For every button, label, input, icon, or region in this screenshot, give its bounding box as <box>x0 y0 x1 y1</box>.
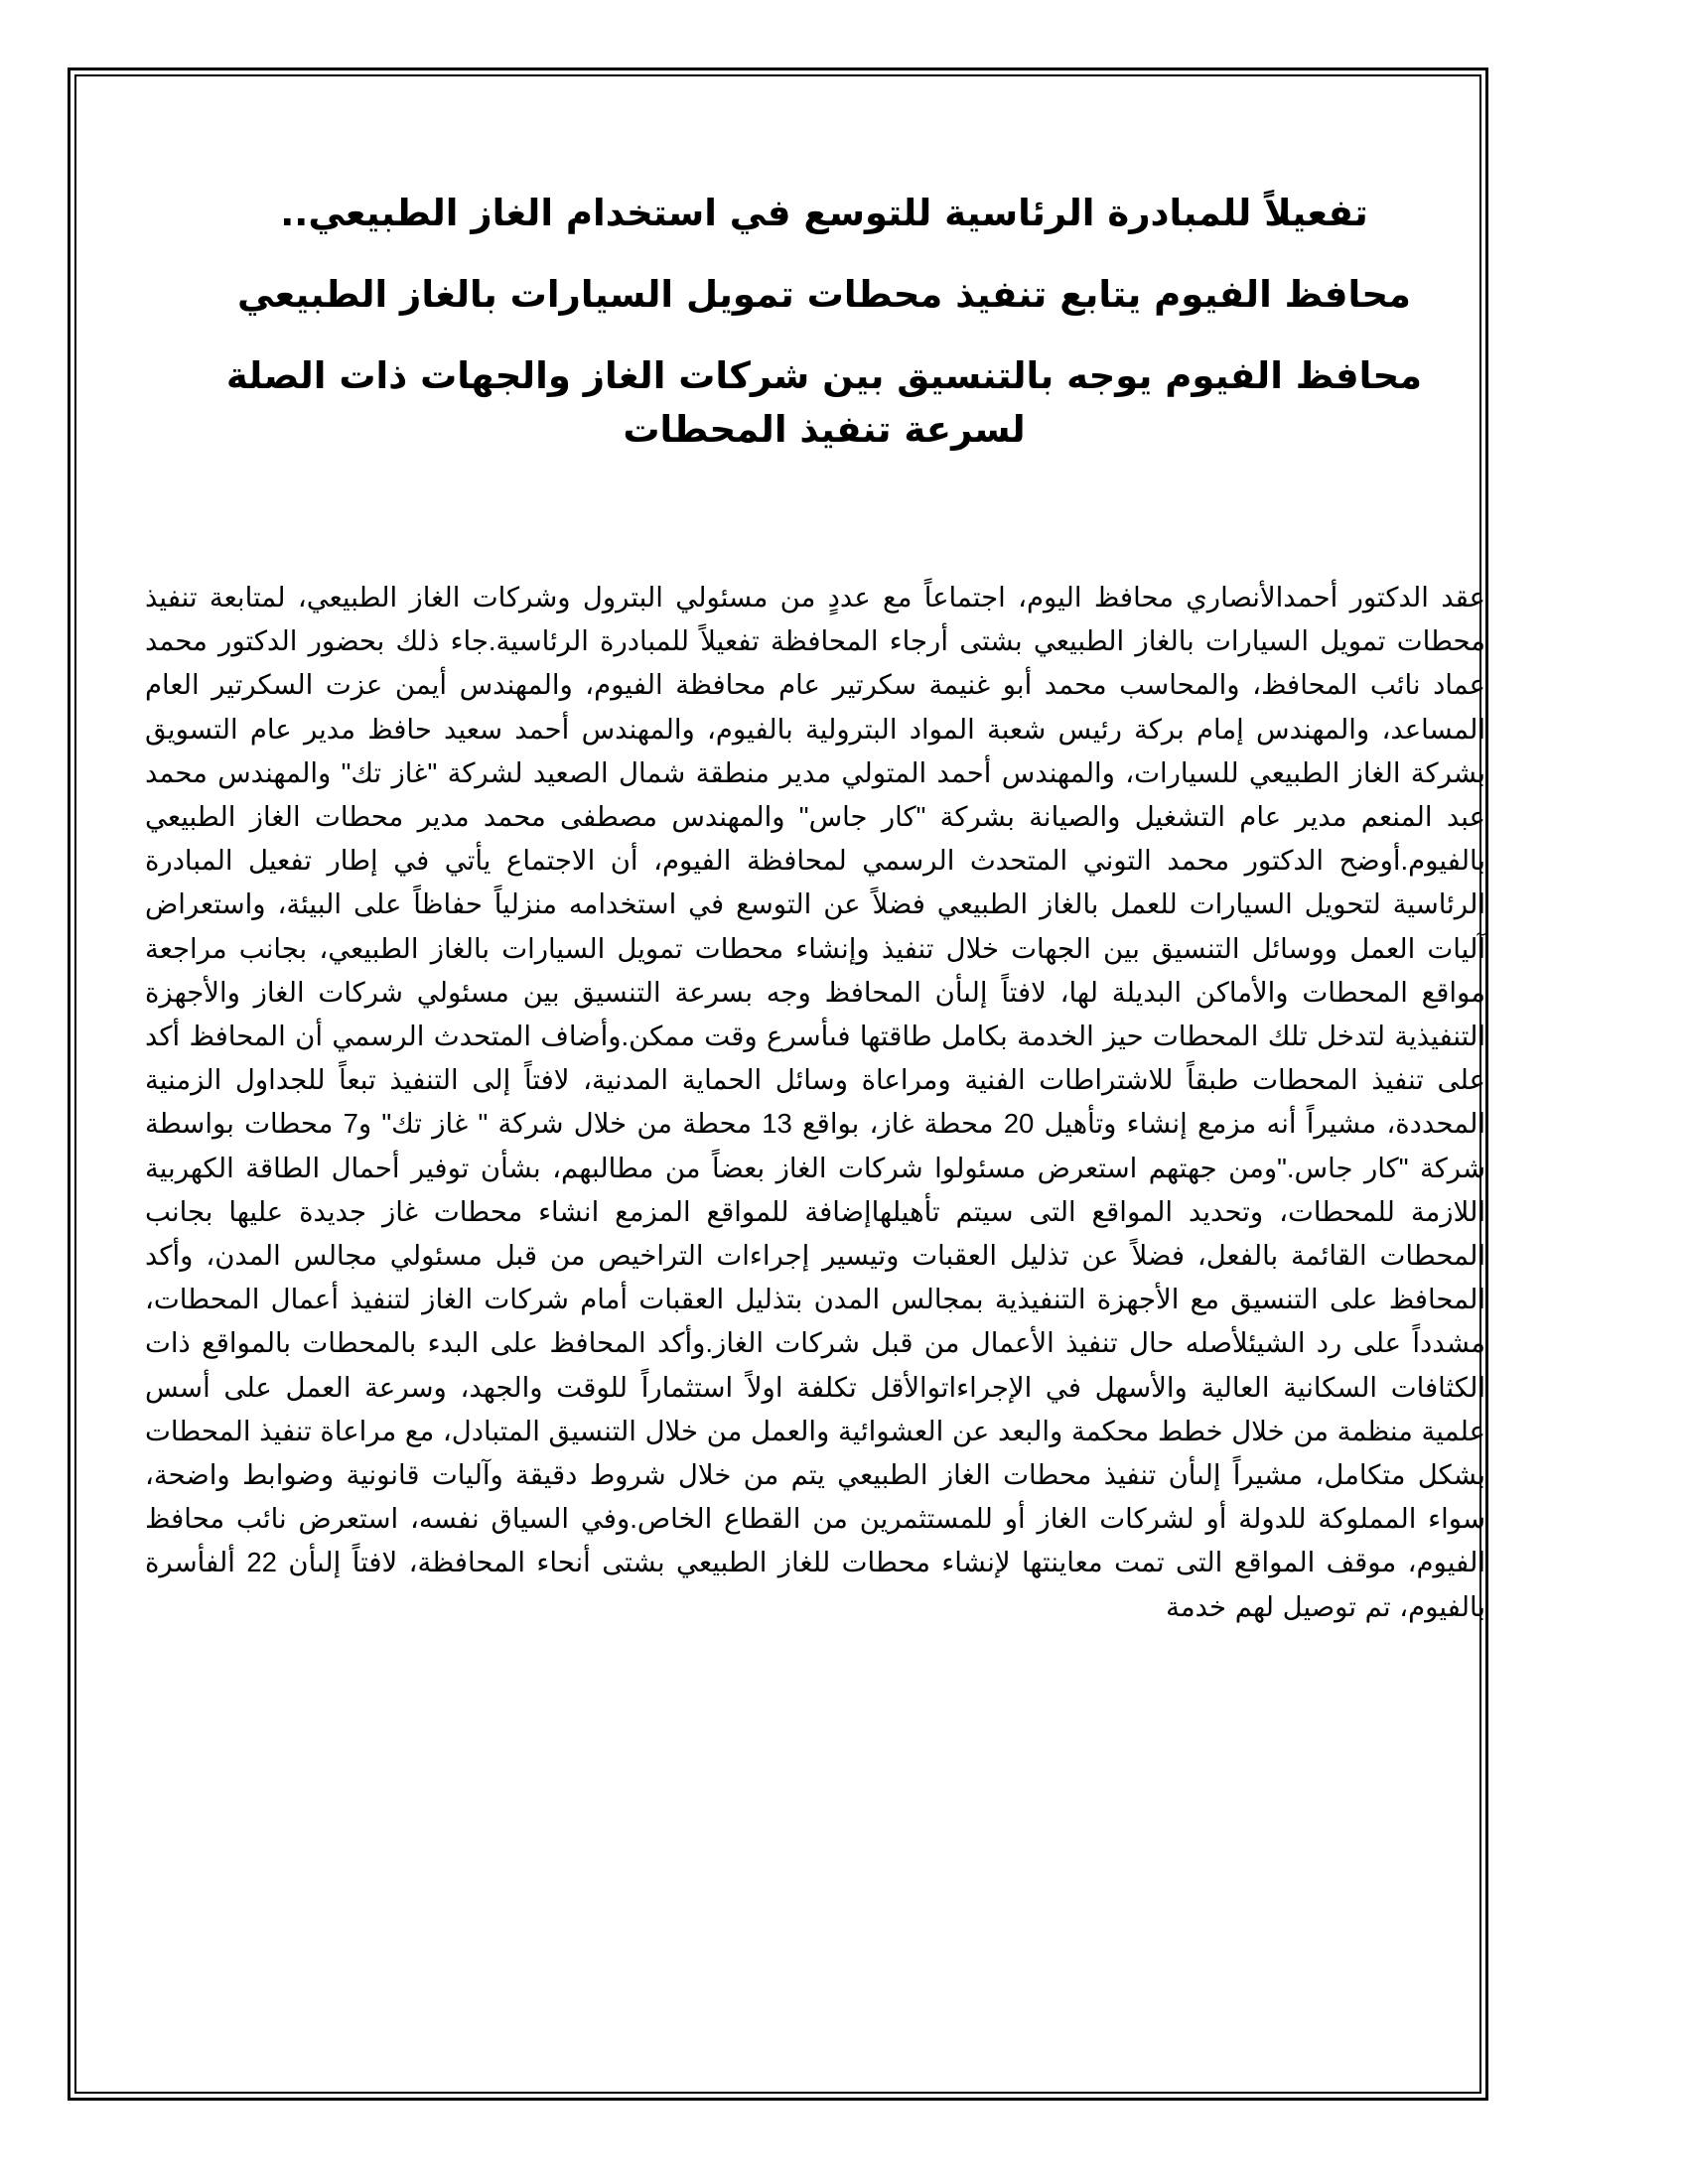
document-content <box>143 187 1485 1656</box>
headline-1: تفعيلاً للمبادرة الرئاسية للتوسع في استخدام الغاز الطبيعي.. <box>280 192 1368 234</box>
body-paragraph: عقد الدكتور أحمدالأنصاري محافظ اليوم، اجتماعاً مع عددٍ من مسئولي البترول وشركات الغاز الطبيعي، لمتابعة تنفيذ محطات تمويل السيارات بالغاز الطبيعي بشتى أرجاء المحافظة تفعيلاً للمبادرة الرئاسية.جاء ذلك بحضور الدكتور محمد عماد نائب المحافظ، والمحاسب محمد أبو غنيمة سكرتير عام محافظة الفيوم، والمهندس أيمن عزت السكرتير العام المساعد، والمهندس إمام بركة رئيس شعبة المواد البترولية بالفيوم، والمهندس أحمد سعيد حافظ مدير عام التسويق بشركة الغاز الطبيعي للسيارات، والمهندس أحمد المتولي مدير منطقة شمال الصعيد لشركة "غاز تك" والمهندس محمد عبد المنعم مدير عام التشغيل والصيانة بشركة "كار جاس" والمهندس مصطفى محمد مدير محطات الغاز الطبيعي بالفيوم.أوضح الدكتور محمد التوني المتحدث الرسمي لمحافظة الفيوم، أن الاجتماع يأتي في إطار تفعيل المبادرة الرئاسية لتحويل السيارات للعمل بالغاز الطبيعي فضلاً عن التوسع في استخدامه منزلياً حفاظاً على البيئة، واستعراض آليات العمل ووسائل التنسيق بين الجهات خلال تنفيذ وإنشاء محطات تمويل السيارات بالغاز الطبيعي، بجانب مراجعة مواقع المحطات والأماكن البديلة لها، لافتاً إلىأن المحافظ وجه بسرعة التنسيق بين مسئولي شركات الغاز والأجهزة التنفيذية لتدخل تلك المحطات حيز الخدمة بكامل طاقتها فىأسرع وقت ممكن.وأضاف المتحدث الرسمي أن المحافظ أكد على تنفيذ المحطات طبقاً للاشتراطات الفنية ومراعاة وسائل الحماية المدنية، لافتاً إلى التنفيذ تبعاً للجداول الزمنية المحددة، مشيراً أنه مزمع إنشاء وتأهيل 20 محطة غاز، بواقع 13 محطة من خلال شركة " غاز تك" و7 محطات بواسطة شركة "كار جاس."ومن جهتهم استعرض مسئولوا شركات الغاز بعضاً من مطالبهم، بشأن توفير أحمال الطاقة الكهربية اللازمة للمحطات، وتحديد المواقع التى سيتم تأهيلهاإضافة للمواقع المزمع انشاء محطات غاز جديدة عليها بجانب المحطات القائمة بالفعل، فضلاً عن تذليل العقبات وتيسير إجراءات التراخيص من قبل مسئولي مجالس المدن، وأكد المحافظ على التنسيق مع الأجهزة التنفيذية بمجالس المدن بتذليل العقبات أمام شركات الغاز لتنفيذ أعمال المحطات، مشدداً على رد الشيئلأصله حال تنفيذ الأعمال من قبل شركات الغاز.وأكد المحافظ على البدء بالمحطات بالمواقع ذات الكثافات السكانية العالية والأسهل في الإجراءاتوالأقل تكلفة اولاً استثماراً للوقت والجهد، وسرعة العمل على أسس علمية منظمة من خلال خطط محكمة والبعد عن العشوائية والعمل من خلال التنسيق المتبادل، مع مراعاة تنفيذ المحطات بشكل متكامل، مشيراً إلىأن تنفيذ محطات الغاز الطبيعي يتم من خلال شروط دقيقة وآليات قانونية وضوابط واضحة، سواء المملوكة للدولة أو لشركات الغاز أو للمستثمرين من القطاع الخاص.وفي السياق نفسه، استعرض نائب محافظ الفيوم، موقف المواقع التى تمت معاينتها لإنشاء محطات للغاز الطبيعي بشتى أنحاء المحافظة، لافتاً إلىأن 22 ألفأسرة بالفيوم، تم توصيل لهم خدمة <box>145 582 1485 1622</box>
headline-3: محافظ الفيوم يوجه بالتنسيق بين شركات الغاز والجهات ذات الصلة لسرعة تنفيذ المحطات <box>225 354 1423 451</box>
headline-2: محافظ الفيوم يتابع تنفيذ محطات تمويل السيارات بالغاز الطبيعي <box>237 273 1411 316</box>
